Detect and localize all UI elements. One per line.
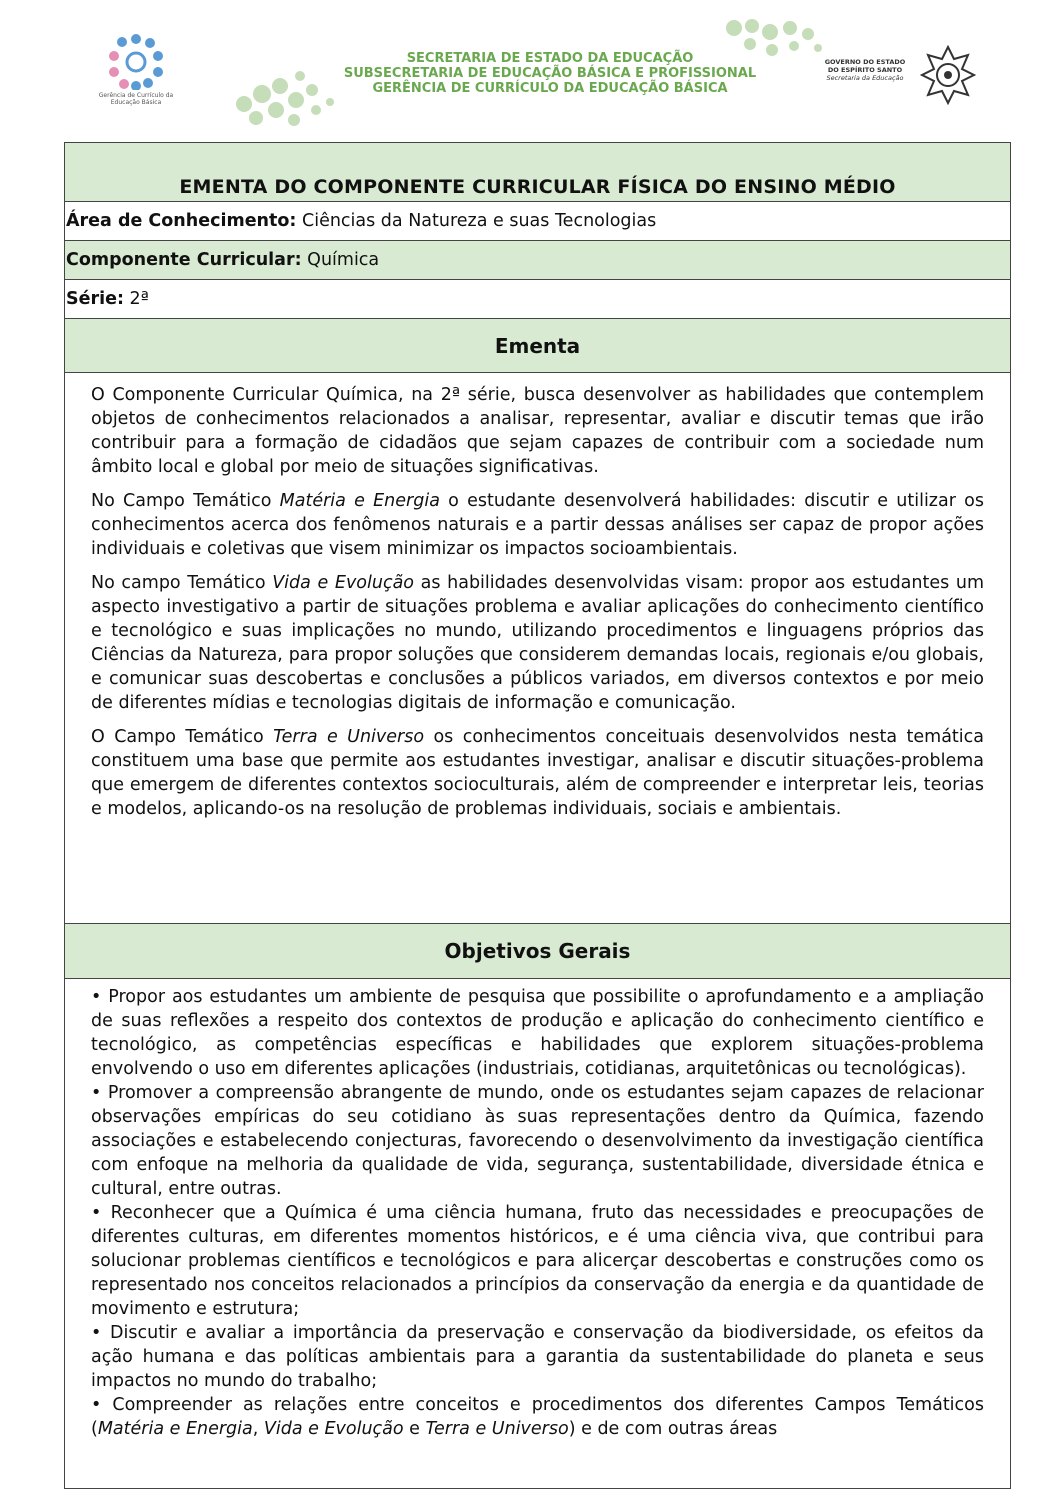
area-row [65,202,1010,241]
page-header [0,0,1059,140]
secretaria-heading [330,51,770,96]
secretaria-line-3: GERÊNCIA DE CURRÍCULO DA EDUCAÇÃO BÁSICA [372,81,728,96]
objetivo-item-4: • Discutir e avaliar a importância da preservação e conservação da biodiversidade, os efeitos da ação humana e das políticas ambientais para a garantia da sustentabilidade do planeta e seus impactos no mundo do trabalho; [91,1323,984,1391]
objetivo-item-3: • Reconhecer que a Química é uma ciência humana, fruto das necessidades e preocupações de diferentes culturas, em diferentes momentos históricos, e é uma ciência viva, que contribui para solucionar problemas científicos e tecnológicos e para alicerçar descobertas e construções como os representado nos conceitos relacionados a princípios da conservação da energia e da quantidade de movimento e estrutura; [91,1203,984,1319]
ementa-paragraph-2: No Campo Temático Matéria e Energia o estudante desenvolverá habilidades: discutir e utilizar os conhecimentos acerca dos fenômenos naturais e a partir dessas análises ser capaz de propor ações individuais e coletivas que visem minimizar os impactos socioambientais. [91,491,984,559]
componente-value: Química [307,250,380,270]
objetivos-heading: Objetivos Gerais [444,939,631,963]
componente-label: Componente Curricular: [66,250,302,270]
document-title: EMENTA DO COMPONENTE CURRICULAR FÍSICA DO ENSINO MÉDIO [179,176,896,198]
area-value: Ciências da Natureza e suas Tecnologias [301,211,657,231]
area-label: Área de Conhecimento: [66,211,297,231]
objetivo-item-1: • Propor aos estudantes um ambiente de pesquisa que possibilite o aprofundamento e a ampliação de suas reflexões a respeito dos contextos de produção e aplicação do conhecimento científico e tecnológico, as competências específicas e habilidades que explorem situações-problema envolvendo o uso em diferentes aplicações (industriais, cotidianas, arquitetônicas ou tecnológicas). [91,987,984,1079]
ementa-paragraph-3: No campo Temático Vida e Evolução as habilidades desenvolvidas visam: propor aos estudantes um aspecto investigativo a partir de situações problema e avaliar aplicações do conhecimento científico e tecnológico e suas implicações no mundo, utilizando procedimentos e linguagens próprios das Ciências da Natureza, para propor soluções que considerem demandas locais, regionais e/ou globais, e comunicar suas descobertas e conclusões a públicos variados, em diversos contextos e por meio de diferentes mídias e tecnologias digitais de informação e comunicação. [91,573,985,713]
curriculo-logo [96,34,176,114]
state-coat-of-arms-icon [920,45,976,105]
serie-row [65,280,1010,319]
ementa-paragraph-4: O Campo Temático Terra e Universo os conhecimentos conceituais desenvolvidos nesta temática constituem uma base que permite aos estudantes investigar, analisar e discutir situações-problema que emergem de diferentes contextos socioculturais, além de compreender e interpretar leis, teorias e modelos, aplicando-os na resolução de problemas individuais, sociais e ambientais. [91,727,984,819]
ementa-paragraph-1: O Componente Curricular Química, na 2ª série, busca desenvolver as habilidades que contemplem objetos de conhecimentos relacionados a analisar, representar, avaliar e discutir temas que irão contribuir para a formação de cidadãos que sejam capazes de contribuir com a sociedade num âmbito local e global por meio de situações significativas. [91,385,984,477]
serie-value: 2ª [129,289,149,309]
objetivos-heading-row [65,924,1010,979]
government-line-2: DO ESPÍRITO SANTO [827,66,903,74]
objetivos-body [65,979,1010,1489]
title-row [65,143,1010,202]
government-subtitle: Secretaria da Educação [826,74,904,82]
secretaria-line-2: SUBSECRETARIA DE EDUCAÇÃO BÁSICA E PROFISSIONAL [343,66,757,81]
objetivo-item-2: • Promover a compreensão abrangente de mundo, onde os estudantes sejam capazes de relacionar observações empíricas do seu cotidiano às suas representações dentro da Química, fazendo associações e estabelecendo conjecturas, favorecendo o desenvolvimento da investigação científica com enfoque na melhoria da qualidade de vida, segurança, sustentabilidade, diversidade étnica e cultural, entre outras. [91,1083,984,1199]
decorative-dots-left [232,64,342,130]
government-label [810,58,920,82]
government-line-1: GOVERNO DO ESTADO [824,58,906,66]
ementa-text [91,383,984,831]
curriculo-logo-icon [102,34,170,90]
ementa-table [64,142,1011,1489]
serie-label: Série: [66,289,124,309]
ementa-heading: Ementa [494,334,581,358]
secretaria-line-1: SECRETARIA DE ESTADO DA EDUCAÇÃO [406,51,694,66]
componente-row [65,241,1010,280]
ementa-body [65,373,1010,924]
objetivos-list [91,985,984,1441]
ementa-heading-row [65,319,1010,373]
objetivo-item-5: • Compreender as relações entre conceitos e procedimentos dos diferentes Campos Temáticos (Matéria e Energia, Vida e Evolução e Terra e Universo) e de com outras áreas [91,1395,984,1439]
curriculo-logo-caption: Gerência de Currículo da Educação Básica [98,92,174,106]
